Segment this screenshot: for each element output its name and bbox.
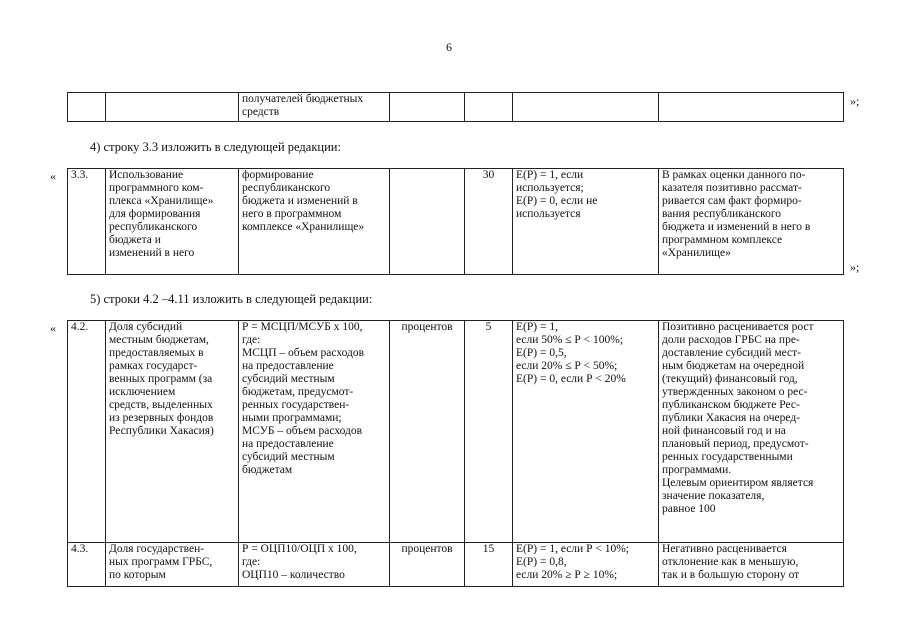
section-heading: 4) строку 3.3 изложить в следующей редакции: [90,140,341,154]
indicator-evaluation: Е(Р) = 1, если используется; Е(Р) = 0, если не используется [513,169,659,275]
indicator-weight: 5 [465,321,513,543]
opening-quote: « [50,169,56,183]
row-number: 3.3. [68,169,106,275]
indicator-name: Доля государствен- ных программ ГРБС, по которым [106,543,239,587]
page-number: 6 [446,40,452,54]
closing-quote: »; [850,260,860,274]
indicator-name: Использование программного ком- плекса «Хранилище» для формирования республиканского бюджета и изменений в него [106,169,239,275]
indicator-weight: 30 [465,169,513,275]
indicator-unit: процентов [390,321,465,543]
table-row-3-3 [67,168,844,275]
indicator-unit [390,169,465,275]
section-heading: 5) строки 4.2 –4.11 изложить в следующей редакции: [90,292,373,306]
indicator-comment: Позитивно расценивается рост доли расходов ГРБС на пре- доставление субсидий мест- ным бюджетам на очередной (текущий) финансовый год, утвержденных законом о рес- публиканском бюджете Рес- публики Хакасия на очеред- ной финансовый год и на плановый период, предусмот- ренных государственными программами. Целевым ориентиром является значение показателя, равное 100 [659,321,844,543]
indicator-evaluation: Е(Р) = 1, если Р < 10%; Е(Р) = 0,8, если 20% ≥ Р ≥ 10%; [513,543,659,587]
indicator-unit: процентов [390,543,465,587]
table-row [68,321,844,543]
indicator-name: Доля субсидий местным бюджетам, предоставляемых в рамках государст- венных программ (за исключением средств, выделенных из резервных фондов Республики Хакасия) [106,321,239,543]
table-row [68,543,844,587]
table-fragment-top [67,92,844,122]
formula-cell: получателей бюджетных средств [239,93,390,122]
table-row [68,169,844,275]
indicator-comment: В рамках оценки данного по- казателя позитивно рассмат- ривается сам факт формиро- вания республиканского бюджета и изменений в него в программном комплексе «Хранилище» [659,169,844,275]
row-number: 4.3. [68,543,106,587]
row-number: 4.2. [68,321,106,543]
indicator-formula: Р = МСЦП/МСУБ х 100, где: МСЦП – объем расходов на предоставление субсидий местным бюджетам, предусмот- ренных государствен- ными программами; МСУБ – объем расходов на предоставление субсидий местным бюджетам [239,321,390,543]
indicator-comment: Негативно расценивается отклонение как в меньшую, так и в большую сторону от [659,543,844,587]
table-rows-4-2-4-11 [67,320,844,587]
indicator-weight: 15 [465,543,513,587]
indicator-evaluation: Е(Р) = 1, если 50% ≤ Р < 100%; Е(Р) = 0,5, если 20% ≤ Р < 50%; Е(Р) = 0, если Р < 20% [513,321,659,543]
opening-quote: « [50,321,56,335]
indicator-formula: Р = ОЦП10/ОЦП х 100, где: ОЦП10 – количество [239,543,390,587]
indicator-formula: формирование республиканского бюджета и изменений в него в программном комплексе «Хранилище» [239,169,390,275]
closing-quote: »; [850,94,860,108]
table-row [68,93,844,122]
